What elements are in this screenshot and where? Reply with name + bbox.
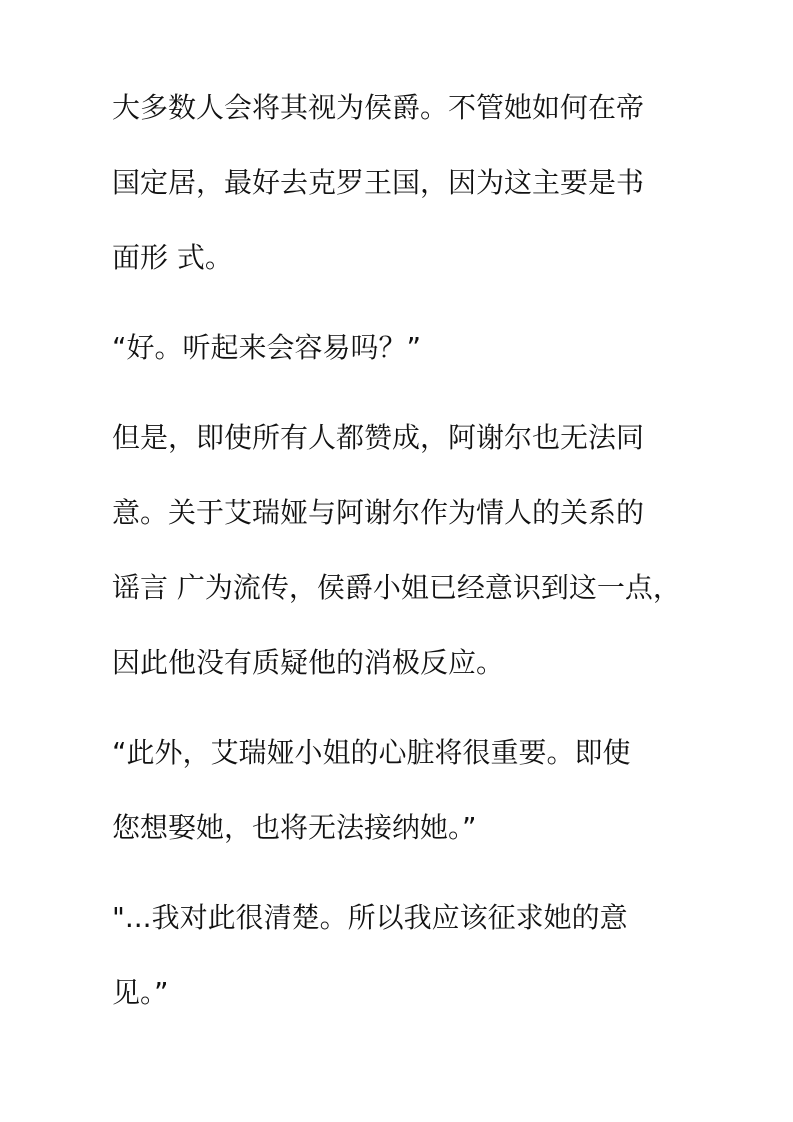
- text-line-9: “此外，艾瑞娅小姐的心脏将很重要。即使: [112, 736, 631, 769]
- text-line-6: 意。关于艾瑞娅与阿谢尔作为情人的关系的: [112, 496, 645, 529]
- text-line-5: 但是，即使所有人都赞成，阿谢尔也无法同: [112, 421, 645, 454]
- text-line-2: 国定居，最好去克罗王国，因为这主要是书: [112, 166, 645, 199]
- text-line-12: 见。”: [112, 976, 169, 1009]
- text-line-8: 因此他没有质疑他的消极反应。: [112, 646, 505, 679]
- text-line-4: “好。听起来会容易吗？”: [112, 331, 422, 364]
- text-line-7: 谣言 广为流传，侯爵小姐已经意识到这一点，: [112, 571, 681, 604]
- text-line-1: 大多数人会将其视为侯爵。不管她如何在帝: [112, 91, 645, 124]
- text-line-11: "...我对此很清楚。所以我应该征求她的意: [112, 901, 628, 934]
- text-line-3: 面形 式。: [112, 241, 233, 274]
- text-line-10: 您想娶她，也将无法接纳她。”: [112, 811, 477, 844]
